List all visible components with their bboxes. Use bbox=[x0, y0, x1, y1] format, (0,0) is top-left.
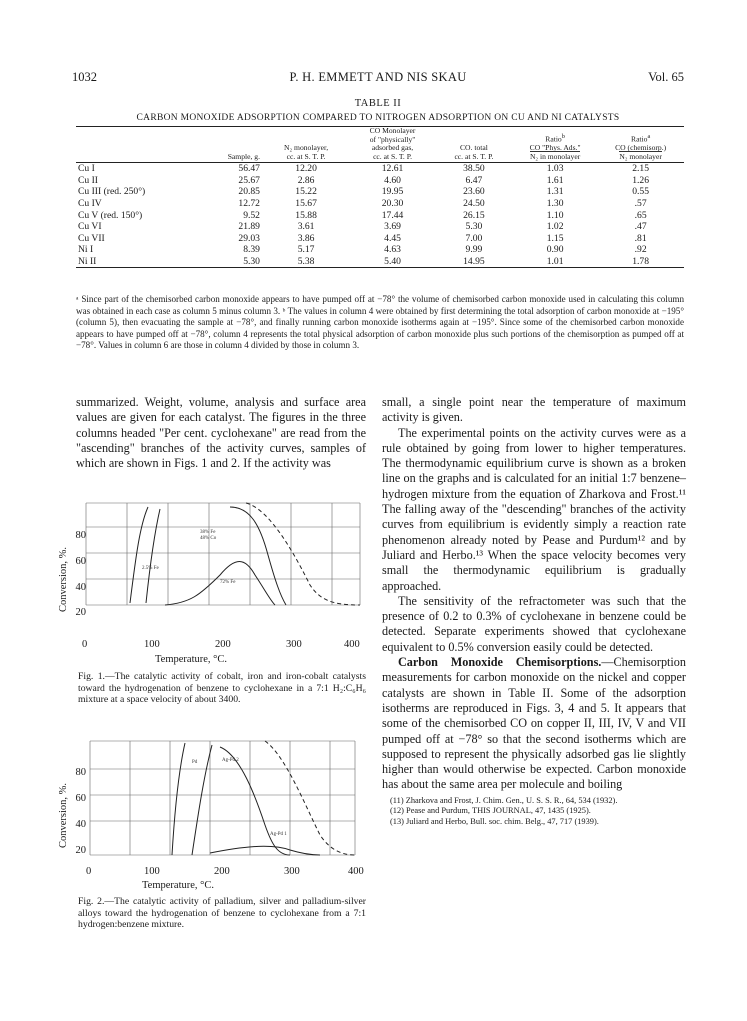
table-cell: .57 bbox=[634, 198, 647, 210]
table-cell: 5.30 bbox=[465, 221, 483, 233]
fig2-yticks: 80 60 40 20 bbox=[75, 767, 86, 856]
table-cell: 14.95 bbox=[463, 256, 485, 268]
table-cell: 6.47 bbox=[465, 174, 483, 186]
table-cell: 12.72 bbox=[238, 198, 260, 210]
svg-text:2.5% Fe: 2.5% Fe bbox=[142, 566, 159, 571]
right-column bbox=[382, 395, 686, 828]
fig1-yticks: 80 60 40 20 bbox=[75, 530, 86, 619]
reference-11: (11) Zharkova and Frost, J. Chim. Gen., U. S. S. R., 64, 534 (1932). bbox=[390, 795, 618, 805]
svg-text:Ag-Pd 1: Ag-Pd 1 bbox=[270, 832, 287, 837]
page-number: 1032 bbox=[72, 70, 97, 84]
table-cell: 17.44 bbox=[381, 209, 404, 221]
fig1-curves bbox=[130, 503, 360, 605]
col-header-sample: Sample, g. bbox=[227, 151, 260, 161]
table-row bbox=[76, 163, 684, 175]
table-cell: 56.47 bbox=[238, 163, 260, 175]
table-cell: Cu VII bbox=[78, 232, 105, 244]
table-cell: 1.01 bbox=[546, 256, 564, 268]
table-cell: 3.69 bbox=[384, 221, 401, 233]
table-cell: 1.15 bbox=[546, 232, 564, 244]
table-cell: Cu III (red. 250°) bbox=[78, 186, 146, 198]
col-header-n2: N₂ monolayer, cc. at S. T. P. bbox=[284, 143, 329, 161]
table-row bbox=[76, 209, 684, 221]
table-cell: .47 bbox=[634, 221, 647, 233]
fig1-xlabel: Temperature, °C. bbox=[155, 654, 227, 665]
table-cell: 24.50 bbox=[463, 198, 485, 210]
figure-1 bbox=[70, 495, 370, 627]
svg-text:Ag-Pd 2: Ag-Pd 2 bbox=[222, 758, 239, 763]
table-cell: 1.30 bbox=[546, 198, 564, 210]
table-cell: 21.89 bbox=[238, 221, 260, 233]
right-paragraph-3: The sensitivity of the refractometer was such that the presence of 0.2 to 0.3% of cyclohexane in benzene could be detected. Separate experiments showed that cyclohexane equivalent to 0.5% conversion easily could be detected. bbox=[382, 593, 686, 654]
table-label: TABLE II bbox=[354, 98, 402, 109]
table-cell: 1.78 bbox=[632, 256, 650, 268]
table-cell: .65 bbox=[634, 209, 647, 221]
volume-label: Vol. 65 bbox=[648, 70, 684, 84]
table-cell: 2.86 bbox=[297, 174, 315, 186]
table-cell: 25.67 bbox=[238, 174, 260, 186]
right-paragraph-4 bbox=[382, 655, 686, 793]
table-footnote: ᵃ Since part of the chemisorbed carbon monoxide appears to have pumped off at −78° the volume of chemisorbed carbon monoxide used in calculating this column was obtained in each case as column 5 minus column 3. ᵇ The values in column 4 were obtained by first determining the total adsorption of carbon monoxide at −195° (column 5), then evacuating the sample at −78°, and finally running carbon monoxide isotherms again at −195°. Since some of the chemisorbed carbon monoxide appears to have pumped off at −78°, column 4 represents the total physical adsorption of carbon monoxide plus such portions of the chemisorption as pumped off at −78°. Values in column 6 are those in column 4 divided by those in column 3. bbox=[76, 294, 684, 351]
table-cell: .92 bbox=[634, 244, 647, 256]
section-heading: Carbon Monoxide Chemisorptions. bbox=[398, 655, 602, 670]
table-row bbox=[76, 175, 684, 187]
table-cell: 2.15 bbox=[632, 163, 650, 175]
table-cell: 9.52 bbox=[243, 209, 260, 221]
table-cell: 23.60 bbox=[463, 186, 485, 198]
table-cell: Ni I bbox=[78, 244, 94, 256]
table-cell: 12.61 bbox=[381, 163, 404, 175]
table-cell: 1.10 bbox=[546, 209, 564, 221]
table-row bbox=[76, 233, 684, 245]
table-cell: 20.30 bbox=[381, 198, 404, 210]
table-cell: 26.15 bbox=[463, 209, 485, 221]
table-cell: 0.90 bbox=[546, 244, 564, 256]
page-header bbox=[72, 70, 684, 86]
table-header-row bbox=[76, 127, 684, 163]
table-cell: 3.61 bbox=[297, 221, 315, 233]
table-cell: 1.61 bbox=[546, 174, 564, 186]
table-cell: 4.45 bbox=[384, 232, 401, 244]
col-header-catalyst bbox=[76, 127, 184, 163]
table-cell: Cu V (red. 150°) bbox=[78, 209, 143, 221]
right-paragraph-2: The experimental points on the activity curves were as a rule obtained by going from lower to higher temperatures. The thermodynamic equilibrium curve is shown as a broken line on the graphs and is calculated for an initial 1:7 benzene–hydrogen mixture from the equation of Zharkova and Frost.¹¹ The falling away of the "descending" branches of the activity curves from equilibrium is evidently simply a reaction rate phenomenon already noted by Pease and Purdum¹² and by Juliard and Herbo.¹³ When the space velocity becomes very small the thermodynamic equilibrium is gradually approached. bbox=[382, 425, 686, 593]
fig1-labels bbox=[142, 530, 236, 585]
right-paragraph-4-body: —Chemisorption measurements for carbon monoxide on the nickel and copper catalysts are shown in Table II. Some of the adsorption isotherms are reproduced in Figs. 3, 4 and 5. It appears that some of the chemisorbed CO on copper II, III, IV, V and VII pumped off at −78° so that the second isotherms which are supposed to represent the physically adsorbed gas lie slightly higher than would otherwise be expected. Carbon monoxide has about the same area per molecule and boiling bbox=[382, 655, 686, 792]
table-cell: 1.02 bbox=[546, 221, 564, 233]
running-title: P. H. EMMETT AND NIS SKAU bbox=[289, 70, 467, 84]
table-cell: 15.88 bbox=[295, 209, 317, 221]
col-header-co-total: CO. total cc. at S. T. P. bbox=[454, 143, 494, 161]
fig2-caption: Fig. 2.—The catalytic activity of palladium, silver and palladium-silver alloys toward the hydrogenation of benzene to cyclohexane from a 7:1 hydrogen:benzene mixture. bbox=[78, 896, 366, 931]
table-row bbox=[76, 186, 684, 198]
data-table bbox=[76, 126, 684, 268]
reference-13: (13) Juliard and Herbo, Bull. soc. chim. Belg., 47, 717 (1939). bbox=[390, 816, 599, 826]
table-cell: 15.67 bbox=[295, 198, 317, 210]
table-cell: Cu IV bbox=[78, 198, 102, 210]
table-cell: 8.39 bbox=[243, 244, 260, 256]
svg-text:Pd: Pd bbox=[192, 760, 198, 765]
table-cell: 19.95 bbox=[381, 186, 404, 198]
fig2-curves bbox=[172, 741, 355, 855]
table-cell: 1.31 bbox=[546, 186, 564, 198]
table-cell: 15.22 bbox=[295, 186, 317, 198]
figure-2 bbox=[80, 735, 370, 863]
table-cell: 7.00 bbox=[465, 232, 483, 244]
fig1-grid bbox=[86, 503, 360, 605]
table-cell: 9.99 bbox=[465, 244, 483, 256]
col-header-ratio-a: Ratio$^a$ CO (chemisorp.) N₂ monolayer bbox=[615, 132, 667, 161]
svg-text:38% Fe: 38% Fe bbox=[200, 530, 216, 535]
svg-text:72% Fe: 72% Fe bbox=[220, 580, 236, 585]
table-row bbox=[76, 256, 684, 268]
table-cell: 1.26 bbox=[632, 174, 650, 186]
fig2-xlabel: Temperature, °C. bbox=[142, 880, 214, 891]
left-column bbox=[76, 395, 366, 471]
table-cell: 4.60 bbox=[384, 174, 401, 186]
table-cell: 4.63 bbox=[384, 244, 401, 256]
table-cell: 5.40 bbox=[384, 256, 401, 268]
table-cell: Cu II bbox=[78, 174, 98, 186]
table-row bbox=[76, 198, 684, 210]
table-cell: 1.03 bbox=[546, 163, 564, 175]
table-cell: 29.03 bbox=[238, 232, 260, 244]
references bbox=[382, 796, 686, 828]
reference-12: (12) Pease and Purdum, THIS JOURNAL, 47, 1435 (1925). bbox=[390, 806, 591, 816]
table-cell: 5.38 bbox=[297, 256, 315, 268]
col-header-co-phys: CO Monolayer of "physically" adsorbed gas, cc. at S. T. P. bbox=[369, 126, 416, 161]
svg-text:48% Co: 48% Co bbox=[200, 536, 217, 541]
table-caption: CARBON MONOXIDE ADSORPTION COMPARED TO NITROGEN ADSORPTION ON CU AND NI CATALYSTS bbox=[136, 113, 620, 123]
table-body bbox=[76, 163, 684, 268]
left-paragraph: summarized. Weight, volume, analysis and surface area values are given for each catalyst. The figures in the three columns headed "Per cent. cyclohexane" are read from the "ascending" branches of the activity curves, samples of which are shown in Figs. 1 and 2. If the activity was bbox=[76, 395, 366, 471]
table-cell: Ni II bbox=[78, 256, 97, 268]
table-cell: 5.30 bbox=[243, 256, 260, 268]
table-cell: 5.17 bbox=[297, 244, 315, 256]
table-cell: 0.55 bbox=[632, 186, 650, 198]
table-cell: Cu I bbox=[78, 163, 95, 175]
table-row bbox=[76, 244, 684, 256]
table-cell: Cu VI bbox=[78, 221, 102, 233]
table-cell: 38.50 bbox=[463, 163, 485, 175]
right-paragraph-1: small, a single point near the temperature of maximum activity is given. bbox=[382, 395, 686, 425]
table-cell: 12.20 bbox=[295, 163, 317, 175]
table-cell: 3.86 bbox=[297, 232, 315, 244]
col-header-ratio-b: Ratio$^b$ CO "Phys. Ads." N₂ in monolayer bbox=[529, 132, 581, 161]
table-cell: .81 bbox=[634, 232, 647, 244]
table-row bbox=[76, 221, 684, 233]
table-cell: 20.85 bbox=[238, 186, 260, 198]
fig1-caption: Fig. 1.—The catalytic activity of cobalt, iron and iron-cobalt catalysts toward the hydrogenation of benzene to cyclohexane in a 7:1 H₂:C₆H₆ mixture at a space velocity of about 3400. bbox=[78, 671, 366, 706]
